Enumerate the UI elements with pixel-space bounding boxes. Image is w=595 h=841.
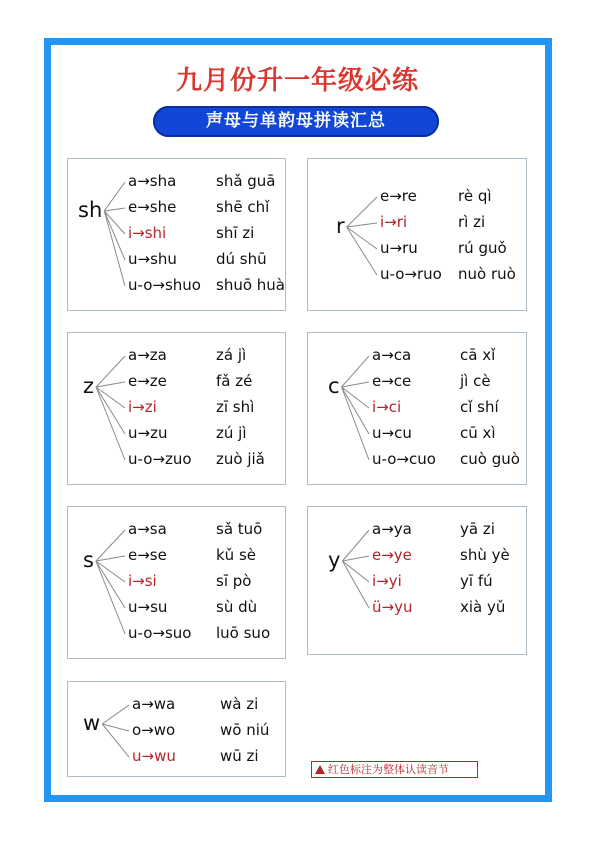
example-word: dú shū — [216, 250, 267, 268]
syllable-combo: i→ri — [380, 213, 408, 231]
syllable-combo: u-o→cuo — [372, 450, 436, 468]
syllable-combo: ü→yu — [372, 598, 413, 616]
initial-consonant: c — [328, 374, 340, 398]
syllable-card-c — [307, 332, 527, 485]
syllable-combo: i→ci — [372, 398, 402, 416]
syllable-card-r — [307, 158, 527, 311]
example-word: jì cè — [460, 372, 491, 390]
syllable-combo: i→si — [128, 572, 157, 590]
example-word: rì zi — [458, 213, 486, 231]
syllable-combo: i→zi — [128, 398, 157, 416]
example-word: nuò ruò — [458, 265, 516, 283]
initial-consonant: w — [83, 711, 101, 735]
legend-note — [311, 761, 478, 778]
example-word: sù dù — [216, 598, 258, 616]
example-word: wū zi — [220, 747, 259, 765]
example-word: zú jì — [216, 424, 247, 442]
syllable-combo: e→re — [380, 187, 417, 205]
syllable-combo: a→ca — [372, 346, 412, 364]
example-word: rè qì — [458, 187, 492, 205]
subtitle-banner: 声母与单韵母拼读汇总 — [153, 106, 439, 137]
syllable-card-w — [67, 681, 286, 777]
syllable-combo: u-o→zuo — [128, 450, 192, 468]
example-word: cuò guò — [460, 450, 520, 468]
branch-line — [347, 227, 377, 275]
branch-line — [347, 223, 377, 227]
branch-line — [347, 227, 377, 249]
legend-note-text: 红色标注为整体认读音节 — [328, 763, 449, 776]
example-word: shuō huà — [216, 276, 285, 294]
example-word: zá jì — [216, 346, 247, 364]
syllable-combo: a→ya — [372, 520, 412, 538]
example-word: rú guǒ — [458, 239, 507, 257]
example-word: shē chǐ — [216, 198, 270, 216]
example-word: shī zi — [216, 224, 255, 242]
example-word: shù yè — [460, 546, 510, 564]
syllable-combo: e→ze — [128, 372, 167, 390]
initial-consonant: y — [328, 548, 341, 572]
page-title: 九月份升一年级必练 — [175, 66, 419, 96]
initial-consonant: sh — [78, 198, 103, 222]
syllable-combo: a→za — [128, 346, 167, 364]
initial-consonant: z — [83, 374, 95, 398]
example-word: shǎ guā — [216, 172, 276, 190]
syllable-combo: u-o→suo — [128, 624, 192, 642]
syllable-combo: e→ye — [372, 546, 412, 564]
syllable-card-s — [67, 506, 286, 659]
example-word: sī pò — [216, 572, 252, 590]
branch-line — [104, 211, 125, 260]
syllable-combo: o→wo — [132, 721, 176, 739]
syllable-combo: u→ru — [380, 239, 418, 257]
branch-line — [96, 561, 125, 608]
branch-lines — [308, 507, 528, 656]
example-word: cū xì — [460, 424, 496, 442]
branch-line — [96, 387, 125, 434]
branch-line — [104, 182, 125, 211]
syllable-combo: u-o→ruo — [380, 265, 442, 283]
example-word: zī shì — [216, 398, 255, 416]
syllable-combo: u→su — [128, 598, 168, 616]
example-word: yā zi — [460, 520, 495, 538]
syllable-combo: i→yi — [372, 572, 402, 590]
syllable-combo: e→se — [128, 546, 167, 564]
example-word: kǔ sè — [216, 546, 257, 564]
syllable-combo: u→shu — [128, 250, 177, 268]
branch-line — [342, 561, 369, 608]
syllable-combo: u-o→shuo — [128, 276, 201, 294]
syllable-combo: e→she — [128, 198, 177, 216]
syllable-card-z — [67, 332, 286, 485]
example-word: cā xǐ — [460, 346, 496, 364]
example-word: sǎ tuō — [216, 520, 263, 538]
syllable-card-sh — [67, 158, 286, 311]
example-word: yī fú — [460, 572, 493, 590]
syllable-combo: u→cu — [372, 424, 412, 442]
example-word: xià yǔ — [460, 598, 506, 616]
warning-triangle-icon — [315, 765, 325, 774]
syllable-card-y — [307, 506, 527, 655]
example-word: zuò jiǎ — [216, 450, 265, 468]
branch-line — [102, 724, 129, 757]
branch-line — [342, 387, 369, 434]
branch-line — [342, 561, 369, 582]
branch-line — [347, 197, 377, 227]
branch-line — [102, 705, 129, 724]
branch-line — [102, 724, 129, 731]
example-word: wà zi — [220, 695, 259, 713]
example-word: wō niú — [220, 721, 270, 739]
syllable-combo: a→wa — [132, 695, 176, 713]
initial-consonant: s — [83, 548, 94, 572]
branch-line — [104, 208, 125, 211]
example-word: luō suo — [216, 624, 271, 642]
syllable-combo: i→shi — [128, 224, 167, 242]
example-word: cǐ shí — [460, 398, 499, 416]
syllable-combo: a→sha — [128, 172, 177, 190]
syllable-combo: u→wu — [132, 747, 176, 765]
initial-consonant: r — [336, 214, 345, 238]
syllable-combo: a→sa — [128, 520, 167, 538]
example-word: fǎ zé — [216, 372, 253, 390]
syllable-combo: e→ce — [372, 372, 412, 390]
syllable-combo: u→zu — [128, 424, 168, 442]
